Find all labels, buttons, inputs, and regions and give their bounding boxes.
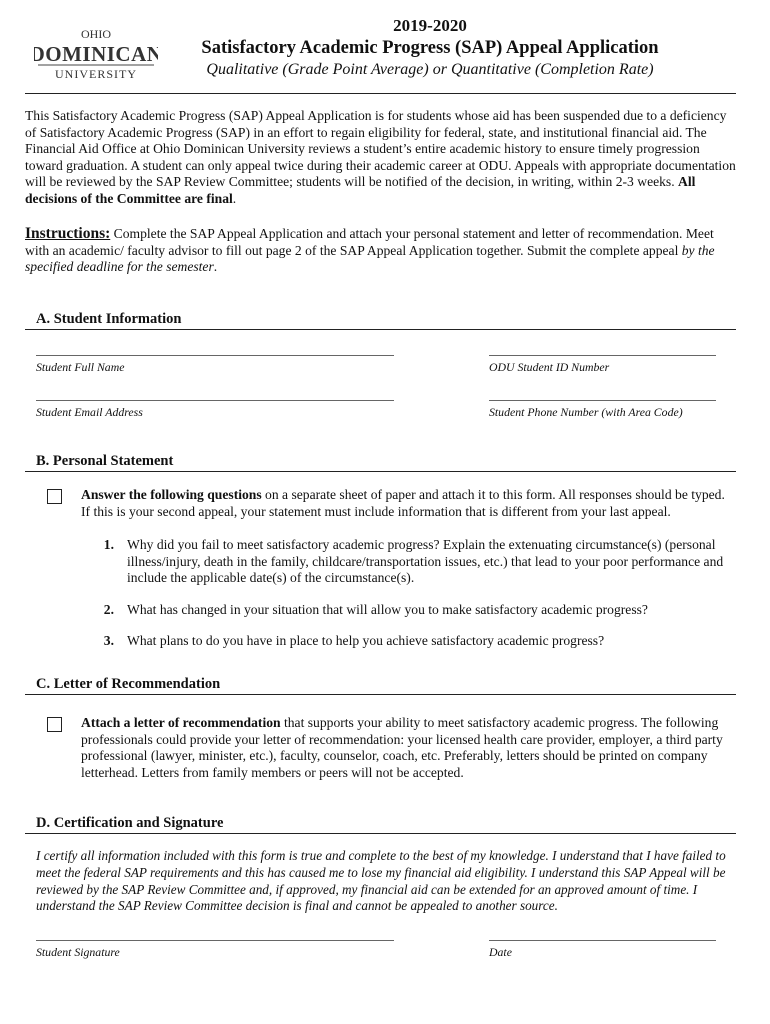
recommendation-checkbox[interactable] [47,717,62,732]
instructions-label: Instructions: [25,225,111,242]
student-id-label: ODU Student ID Number [489,360,610,374]
instructions-deadline: by the specified deadline for the semester [25,242,715,275]
instructions-text: Complete the SAP Appeal Application and attach your personal statement and letter of recommendation. Meet with an academic/ faculty advisor to fill out page 2 of the SAP Appeal Application together. Submit the complete appeal [25,226,714,258]
section-d-divider [25,833,736,834]
question-1-text: Why did you fail to meet satisfactory academic progress? Explain the extenuating circumstance(s) (personal illness/injury, death in the family, childcare/transportation issues, etc.) that lead to your poor performance and include the applicable date(s) of the circumstance(s). [127,537,724,586]
logo-line-ohio: OHIO [81,27,111,41]
section-c-divider [25,694,736,695]
personal-statement-checkbox[interactable] [47,489,62,504]
section-b-heading: B. Personal Statement [36,453,174,469]
recommendation-instructions [81,715,736,781]
email-label: Student Email Address [36,405,143,419]
certification-statement: I certify all information included with this form is true and complete to the best of my knowledge. I understand that I have failed to meet the federal SAP requirements and this has caused me to lose my financial aid eligibility. I understand this SAP Appeal will be reviewed by the SAP Review Committee and, if approved, my financial aid can be extended for an approved amount of time. I understand the SAP Review Committee decision is final and cannot be appealed to another source. [36,848,726,914]
header-divider [25,93,736,94]
full-name-field[interactable] [36,355,394,356]
signature-field[interactable] [36,940,394,941]
form-title: Satisfactory Academic Progress (SAP) Appeal Application [201,38,659,58]
phone-field[interactable] [489,400,716,401]
form-subtitle: Qualitative (Grade Point Average) or Quantitative (Completion Rate) [206,61,654,78]
question-1-number: 1. [103,537,114,552]
logo-line-dominican: DOMINICAN [34,42,158,66]
question-3-number: 3. [103,633,114,648]
personal-statement-bold: Answer the following questions [81,487,262,502]
recommendation-text: that supports your ability to meet satisfactory academic progress. The following professionals could provide your letter of recommendation: your licensed health care provider, employer, a third party professional (lawyer, minister, etc.), faculty, counselor, coach, etc. Preferably, letters should be printed on company letterhead. Letters from family members or peers will not be accepted. [81,715,723,780]
logo-line-university: UNIVERSITY [55,67,137,81]
intro-end: . [232,190,237,206]
student-id-field[interactable] [489,355,716,356]
university-logo [34,26,158,82]
section-a-heading: A. Student Information [36,311,182,327]
section-d-heading: D. Certification and Signature [36,815,224,831]
personal-statement-instructions [81,487,731,520]
question-2-text: What has changed in your situation that will allow you to make satisfactory academic progress? [127,602,648,617]
recommendation-bold: Attach a letter of recommendation [81,715,281,730]
email-field[interactable] [36,400,394,401]
question-2-number: 2. [103,602,114,617]
signature-label: Student Signature [36,945,120,959]
section-a-divider [25,329,736,330]
personal-statement-text: on a separate sheet of paper and attach it to this form. All responses should be typed. If this is your second appeal, your statement must include information that is different from your last appeal. [81,487,725,519]
intro-bold-text: All decisions of the Committee are final [25,174,696,206]
intro-text: This Satisfactory Academic Progress (SAP) Appeal Application is for students whose aid has been suspended due to a deficiency of Satisfactory Academic Progress (SAP) in an effort to regain eligibility for federal, state, and institutional financial aid. The Financial Aid Office at Ohio Dominican University reviews a student’s entire academic history to ensure timely progression toward graduation. A student can only appeal twice during their academic career at ODU. Appeals with appropriate documentation will be reviewed by the SAP Review Committee; students will be notified of the decision, in writing, within 2-3 weeks. [25,108,736,190]
instructions-end: . [213,259,218,275]
form-year: 2019-2020 [393,16,467,35]
date-label: Date [489,945,512,959]
question-3-text: What plans to do you have in place to help you achieve satisfactory academic progress? [127,633,605,648]
intro-paragraph [25,108,740,208]
full-name-label: Student Full Name [36,360,125,374]
section-c-heading: C. Letter of Recommendation [36,676,221,692]
date-field[interactable] [489,940,716,941]
section-b-divider [25,471,736,472]
instructions-paragraph [25,226,740,276]
phone-label: Student Phone Number (with Area Code) [489,405,683,419]
